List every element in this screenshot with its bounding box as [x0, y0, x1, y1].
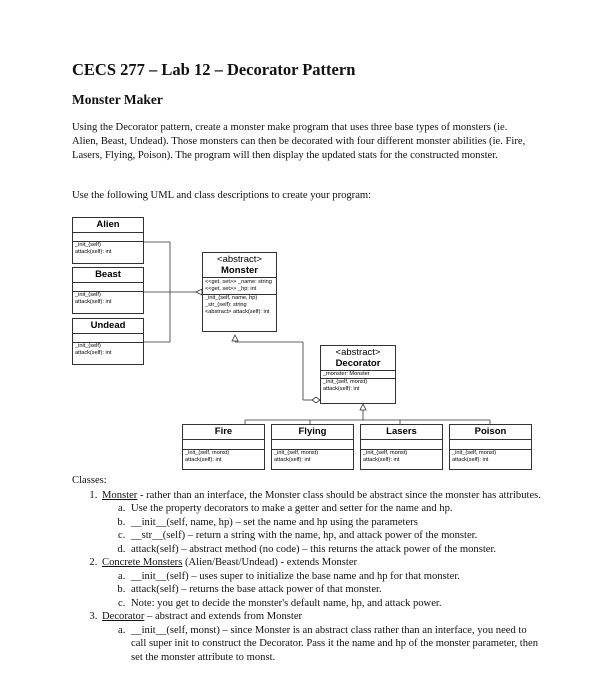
list-item: c. Note: you get to decide the monster's default name, hp, and attack power. — [128, 597, 542, 611]
attributes-section — [361, 440, 442, 450]
method-attack: attack(self): int — [75, 299, 112, 305]
method-attack: attack(self): int — [274, 457, 311, 463]
methods-section — [361, 450, 442, 464]
methods-section — [450, 450, 531, 464]
class-name: Fire — [183, 425, 264, 440]
methods-section — [321, 379, 395, 393]
list-item: c. __str__(self) – return a string with the name, hp, and attack power of the monster. — [128, 529, 542, 543]
class-name: Undead — [73, 319, 143, 334]
method-init: _init_(self, monst) — [323, 379, 368, 385]
class-name: Monster — [221, 265, 258, 276]
method-init: _init_(self) — [75, 242, 101, 248]
method-attack: <abstract> attack(self): int — [205, 309, 270, 315]
method-attack: attack(self): int — [75, 350, 112, 356]
uml-lead-text: Use the following UML and class descriptions to create your program: — [72, 190, 372, 201]
class-term: Monster — [102, 489, 138, 501]
attributes-section — [321, 371, 395, 379]
list-item — [100, 610, 542, 664]
uml-class-alien — [72, 217, 144, 264]
class-name: Lasers — [361, 425, 442, 440]
method-attack: attack(self): int — [323, 386, 360, 392]
attributes-section — [73, 233, 143, 242]
list-item — [100, 556, 542, 610]
list-item — [100, 489, 542, 557]
attribute-hp: <<get, set>> _hp: int — [205, 286, 257, 292]
method-init: _init_(self, monst) — [185, 450, 230, 456]
uml-class-undead — [72, 318, 144, 365]
method-init: _init_(self) — [75, 292, 101, 298]
uml-class-decorator — [320, 345, 396, 404]
method-init: _init_(self, monst) — [452, 450, 497, 456]
methods-section — [183, 450, 264, 464]
attributes-section — [73, 334, 143, 343]
attributes-section — [203, 278, 276, 295]
classes-section — [72, 474, 542, 664]
classes-heading: Classes: — [72, 475, 107, 486]
method-init: _init_(self, monst) — [363, 450, 408, 456]
page-title: CECS 277 – Lab 12 – Decorator Pattern — [72, 60, 356, 79]
stereotype: <abstract> — [335, 347, 381, 358]
uml-class-fire — [182, 424, 265, 470]
class-description: – abstract and extends from Monster — [144, 611, 303, 622]
method-attack: attack(self): int — [75, 249, 112, 255]
class-header — [203, 253, 276, 278]
method-init: _init_(self, monst) — [274, 450, 319, 456]
attributes-section — [450, 440, 531, 450]
method-attack: attack(self): int — [452, 457, 489, 463]
method-init: _init_(self, name, hp) — [205, 295, 258, 301]
methods-section — [73, 292, 143, 306]
uml-class-lasers — [360, 424, 443, 470]
uml-class-poison — [449, 424, 532, 470]
section-subtitle: Monster Maker — [72, 92, 163, 107]
attribute-monster: _monster: Monster — [323, 371, 370, 377]
list-item: b. attack(self) – returns the base attack power of that monster. — [128, 583, 542, 597]
methods-section — [203, 295, 276, 316]
method-str: _str_(self): string — [205, 302, 247, 308]
class-name: Beast — [73, 268, 143, 283]
intro-paragraph: Using the Decorator pattern, create a monster make program that uses three base types of monsters (ie. Alien, Beast, Undead). Those monsters can then be decorated with four different monster abilities (ie. Fire, Lasers, Flying, Poison). The program will then display the updated stats for the constructed monster. — [72, 122, 526, 161]
method-init: _init_(self) — [75, 343, 101, 349]
class-description: (Alien/Beast/Undead) - extends Monster — [182, 557, 358, 568]
attributes-section — [183, 440, 264, 450]
list-item: b. __init__(self, name, hp) – set the name and hp using the parameters — [128, 516, 542, 530]
sub-list — [102, 570, 542, 611]
class-name: Poison — [450, 425, 531, 440]
class-header — [321, 346, 395, 371]
uml-class-monster — [202, 252, 277, 332]
uml-class-flying — [271, 424, 354, 470]
method-attack: attack(self): int — [363, 457, 400, 463]
class-name: Decorator — [335, 358, 381, 369]
list-item: a. __init__(self, monst) – since Monster is an abstract class rather than an interface, you need to call super init to construct the Decorator. Pass it the name and hp of the monster parameter, then set the monster attribute to monst. — [128, 624, 542, 665]
sub-list — [102, 502, 542, 556]
classes-list — [72, 489, 542, 665]
list-item: a. Use the property decorators to make a getter and setter for the name and hp. — [128, 502, 542, 516]
methods-section — [73, 242, 143, 256]
class-description: - rather than an interface, the Monster class should be abstract since the monster has attributes. — [137, 489, 541, 501]
methods-section — [272, 450, 353, 464]
attribute-name: <<get, set>> _name: string — [205, 279, 272, 285]
methods-section — [73, 343, 143, 357]
method-attack: attack(self): int — [185, 457, 222, 463]
stereotype: <abstract> — [217, 254, 262, 265]
class-term: Decorator — [102, 611, 145, 622]
list-item: a. __init__(self) – uses super to initialize the base name and hp for that monster. — [128, 570, 542, 584]
uml-class-beast — [72, 267, 144, 314]
class-term: Concrete Monsters — [102, 557, 183, 568]
attributes-section — [73, 283, 143, 292]
list-item: d. attack(self) – abstract method (no code) – this returns the attack power of the monster. — [128, 543, 542, 557]
class-name: Flying — [272, 425, 353, 440]
attributes-section — [272, 440, 353, 450]
class-name: Alien — [73, 218, 143, 233]
sub-list — [102, 624, 542, 665]
